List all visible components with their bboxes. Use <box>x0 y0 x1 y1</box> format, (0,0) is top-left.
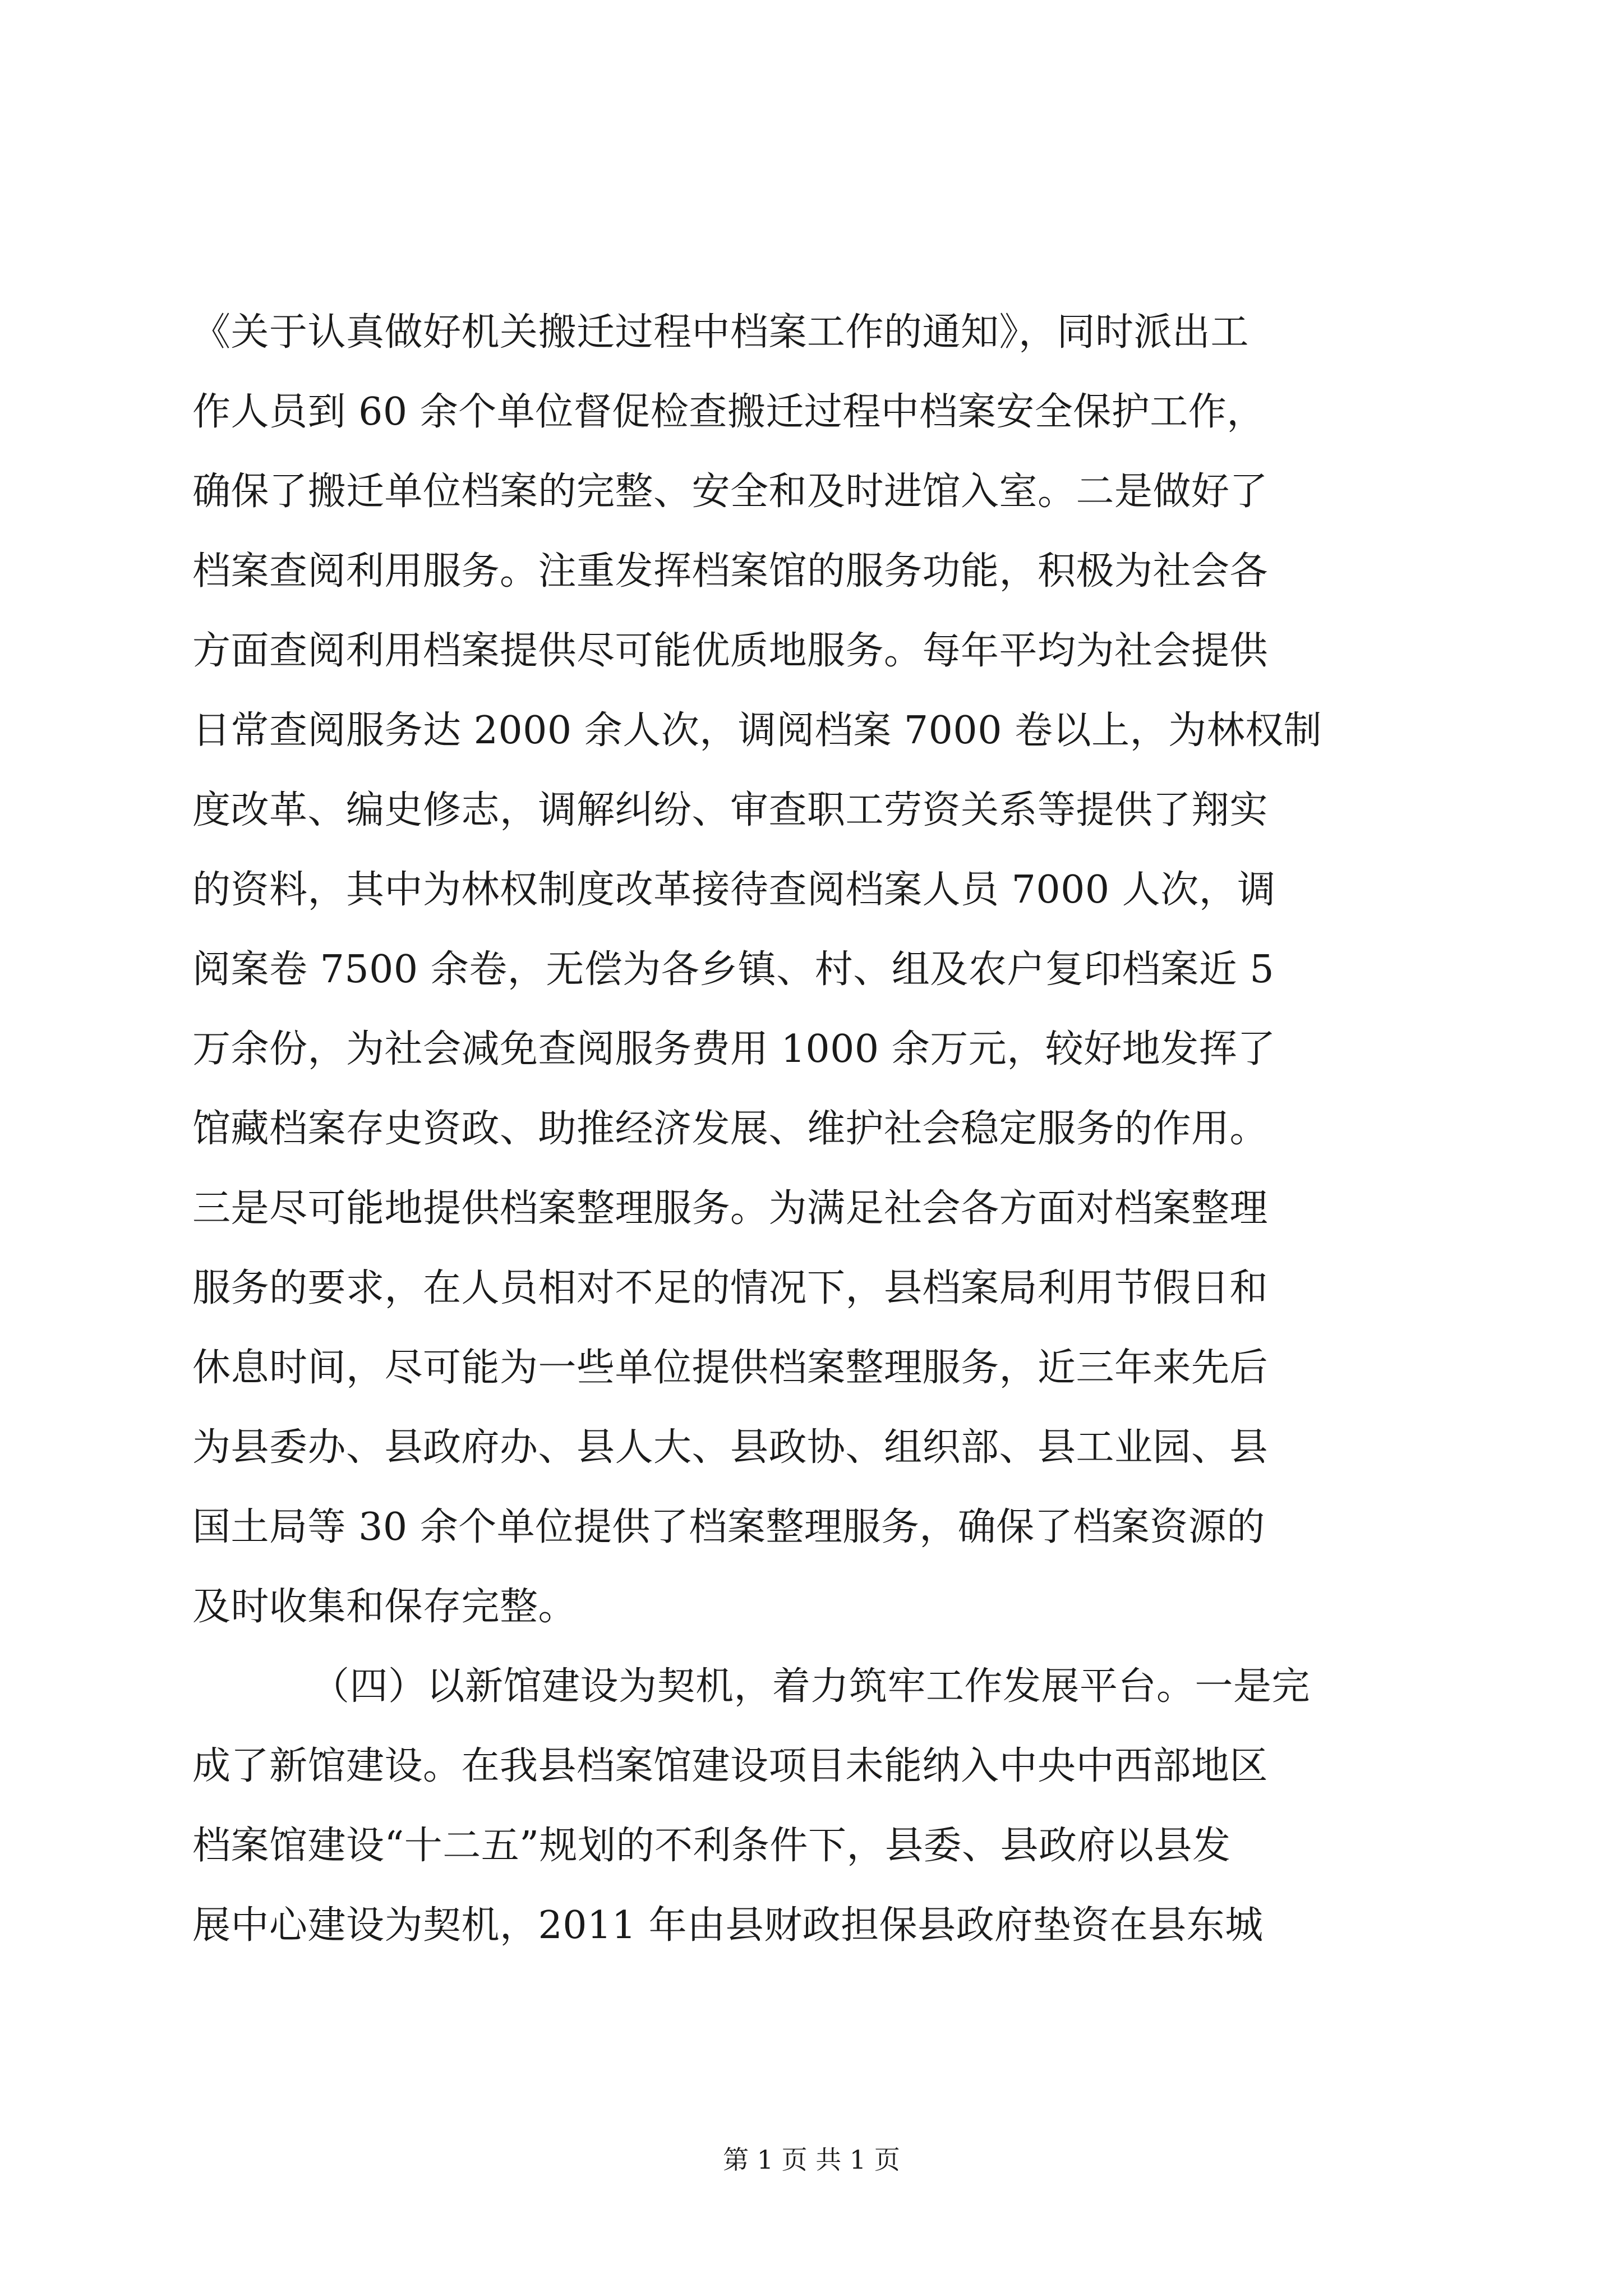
text-line: 度改革、编史修志，调解纠纷、审查职工劳资关系等提供了翔实 <box>192 788 1269 832</box>
text-line: 及时收集和保存完整。 <box>192 1585 577 1629</box>
text-line: 休息时间，尽可能为一些单位提供档案整理服务，近三年来先后 <box>192 1346 1269 1390</box>
body-text <box>192 293 1432 1966</box>
text-line: 服务的要求，在人员相对不足的情况下，县档案局利用节假日和 <box>192 1266 1269 1310</box>
text-line: 日常查阅服务达 2000 余人次，调阅档案 7000 卷以上，为林权制 <box>192 708 1322 753</box>
text-line: 展中心建设为契机，2011 年由县财政担保县政府垫资在县东城 <box>192 1903 1264 1948</box>
text-line: 《关于认真做好机关搬迁过程中档案工作的通知》，同时派出工 <box>192 310 1249 355</box>
text-line: 三是尽可能地提供档案整理服务。为满足社会各方面对档案整理 <box>192 1186 1269 1231</box>
text-line: 为县委办、县政府办、县人大、县政协、组织部、县工业园、县 <box>192 1425 1269 1470</box>
text-line: 方面查阅利用档案提供尽可能优质地服务。每年平均为社会提供 <box>192 629 1269 673</box>
page-footer <box>0 2143 1623 2177</box>
paragraph-start-line: （四）以新馆建设为契机，着力筑牢工作发展平台。一是完 <box>311 1664 1311 1709</box>
text-line: 确保了搬迁单位档案的完整、安全和及时进馆入室。二是做好了 <box>192 470 1269 514</box>
text-line: 成了新馆建设。在我县档案馆建设项目未能纳入中央中西部地区 <box>192 1744 1269 1788</box>
text-line: 档案查阅利用服务。注重发挥档案馆的服务功能，积极为社会各 <box>192 549 1269 593</box>
text-line: 作人员到 60 余个单位督促检查搬迁过程中档案安全保护工作， <box>192 390 1265 434</box>
text-line: 阅案卷 7500 余卷，无偿为各乡镇、村、组及农户复印档案近 5 <box>192 947 1275 992</box>
text-line: 的资料，其中为林权制度改革接待查阅档案人员 7000 人次，调 <box>192 868 1276 912</box>
text-line: 国土局等 30 余个单位提供了档案整理服务，确保了档案资源的 <box>192 1505 1265 1549</box>
text-line: 档案馆建设“十二五”规划的不利条件下，县委、县政府以县发 <box>192 1824 1231 1868</box>
text-line: 万余份，为社会减免查阅服务费用 1000 余万元，较好地发挥了 <box>192 1027 1276 1071</box>
text-line: 馆藏档案存史资政、助推经济发展、维护社会稳定服务的作用。 <box>192 1107 1269 1151</box>
page-number-label: 第 1 页 共 1 页 <box>723 2145 900 2175</box>
